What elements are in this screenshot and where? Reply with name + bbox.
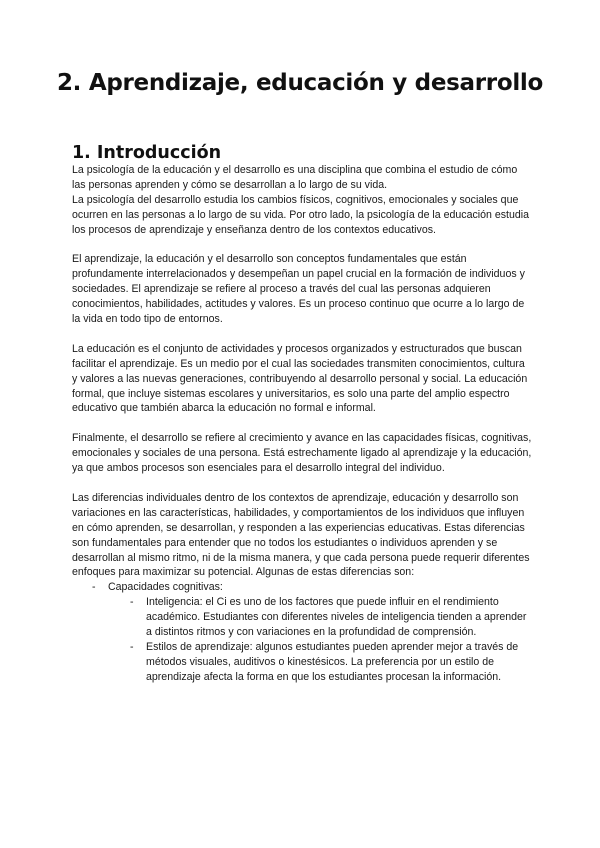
paragraph: La educación es el conjunto de actividades y procesos organizados y estructurados que buscan facilitar el aprendizaje. Es un medio por el cual las sociedades transmiten conocimientos, cultura y valores a las nuevas generaciones, contribuyendo al desarrollo personal y social. La educación formal, que incluye sistemas escolares y universitarios, es solo una parte del amplio espectro educativo que también abarca la educación no formal e informal. bbox=[72, 342, 528, 415]
paragraph: La psicología del desarrollo estudia los cambios físicos, cognitivos, emocionales y sociales que ocurren en las personas a lo largo de su vida. Por otro lado, la psicología de la educación estudia los procesos de aprendizaje y enseñanza dentro de los contextos educativos. bbox=[72, 193, 529, 236]
body-text bbox=[72, 163, 532, 685]
paragraph: La psicología de la educación y el desarrollo es una disciplina que combina el estudio de cómo las personas aprenden y cómo se desarrollan a lo largo de su vida. bbox=[72, 164, 518, 191]
sub-list bbox=[108, 595, 532, 684]
sub-list-item: - Estilos de aprendizaje: algunos estudiantes pueden aprender mejor a través de métodos visuales, auditivos o kinestésicos. La preferencia por un estilo de aprendizaje afecta la forma en que los estudiantes procesan la información. bbox=[130, 640, 532, 685]
bullet-list bbox=[72, 580, 532, 684]
paragraph: El aprendizaje, la educación y el desarrollo son conceptos fundamentales que están profundamente interrelacionados y desempeñan un papel crucial en la formación de individuos y sociedades. El aprendizaje se refiere al proceso a través del cual las personas adquieren conocimientos, habilidades, actitudes y valores. Es un proceso continuo que ocurre a lo largo de la vida en todo tipo de entornos. bbox=[72, 253, 525, 326]
sub-list-item: - Inteligencia: el Ci es uno de los factores que puede influir en el rendimiento académico. Estudiantes con diferentes niveles de inteligencia tienden a aprender a distintos ritmos y con variaciones en la profundidad de comprensión. bbox=[130, 595, 532, 640]
page-title: 2. Aprendizaje, educación y desarrollo bbox=[56, 70, 544, 96]
section-heading: 1. Introducción bbox=[72, 143, 222, 163]
list-item-label: Capacidades cognitivas: bbox=[108, 581, 223, 594]
paragraph: Finalmente, el desarrollo se refiere al crecimiento y avance en las capacidades físicas, cognitivas, emocionales y sociales de una persona. Está estrechamente ligado al aprendizaje y la educación, ya que ambos procesos son esenciales para el desarrollo integral del individuo. bbox=[72, 432, 532, 475]
paragraph: Las diferencias individuales dentro de los contextos de aprendizaje, educación y desarrollo son variaciones en las características, habilidades, y comportamientos de los individuos que influyen en cómo aprenden, se desarrollan, y responden a las experiencias educativas. Estas diferencias son fundamentales para entender que no todos los estudiantes o individuos aprenden y se desarrollan al mismo ritmo, ni de la misma manera, y que cada persona puede requerir diferentes enfoques para maximizar su potencial. Algunas de estas diferencias son: bbox=[72, 491, 530, 579]
list-item bbox=[92, 580, 532, 684]
